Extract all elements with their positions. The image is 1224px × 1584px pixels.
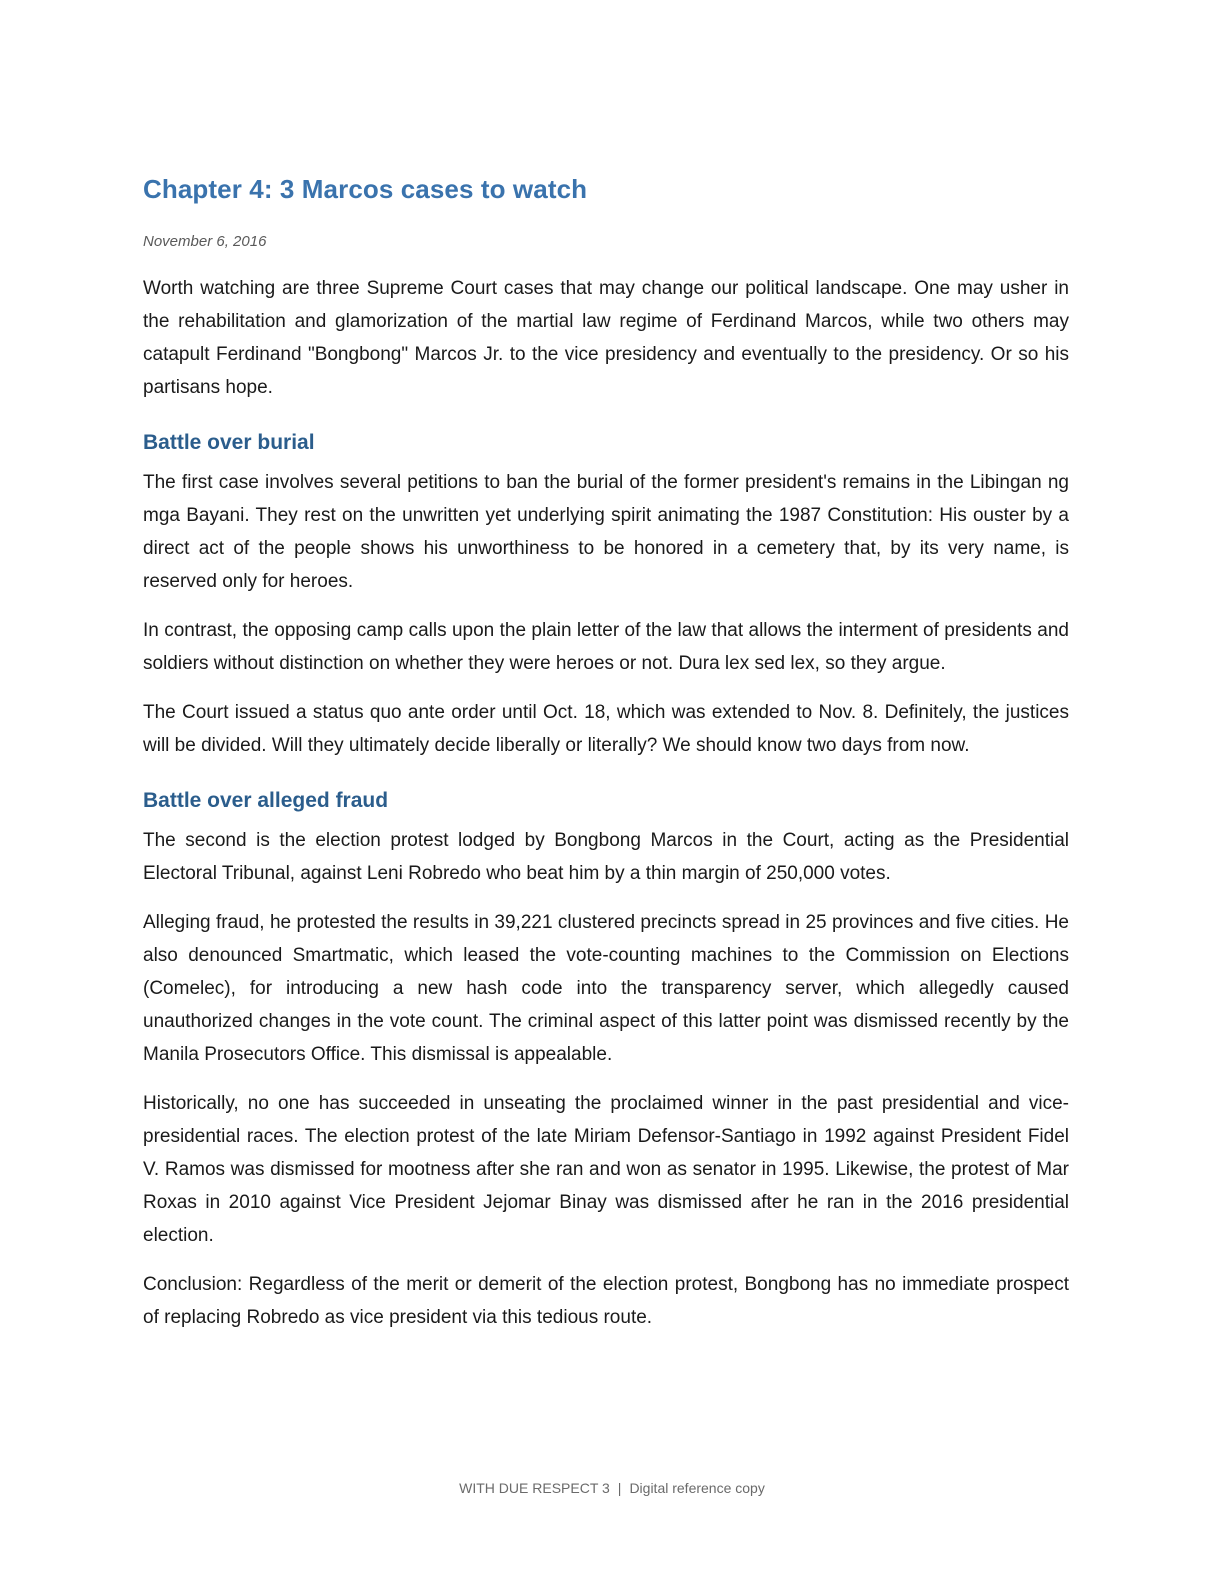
body-paragraph: The Court issued a status quo ante order until Oct. 18, which was extended to Nov. 8. Definitely, the justices will be divided. Will they ultimately decide liberally or literally? We should know two days from now. (143, 702, 1069, 756)
intro-paragraph: Worth watching are three Supreme Court cases that may change our political landscape. One may usher in the rehabilitation and glamorization of the martial law regime of Ferdinand Marcos, while two others may catapult Ferdinand "Bongbong" Marcos Jr. to the vice presidency and eventually to the presidency. Or so his partisans hope. (143, 278, 1069, 398)
footer-book-title: WITH DUE RESPECT 3 (459, 1480, 610, 1496)
page-footer (0, 1478, 1224, 1498)
publication-date: November 6, 2016 (143, 233, 267, 250)
document-page (143, 170, 1069, 1350)
body-paragraph: Conclusion: Regardless of the merit or demerit of the election protest, Bongbong has no immediate prospect of replacing Robredo as vice president via this tedious route. (143, 1274, 1069, 1328)
footer-separator: | (617, 1480, 622, 1496)
body-paragraph: In contrast, the opposing camp calls upon the plain letter of the law that allows the interment of presidents and soldiers without distinction on whether they were heroes or not. Dura lex sed lex, so they argue. (143, 620, 1069, 674)
section-heading-fraud: Battle over alleged fraud (143, 789, 389, 812)
section-heading-burial: Battle over burial (143, 431, 315, 454)
footer-copy-note: Digital reference copy (629, 1480, 765, 1496)
body-paragraph: Alleging fraud, he protested the results in 39,221 clustered precincts spread in 25 provinces and five cities. He also denounced Smartmatic, which leased the vote-counting machines to the Commission on Elections (Comelec), for introducing a new hash code into the transparency server, which allegedly caused unauthorized changes in the vote count. The criminal aspect of this latter point was dismissed recently by the Manila Prosecutors Office. This dismissal is appealable. (143, 912, 1069, 1065)
body-paragraph: Historically, no one has succeeded in unseating the proclaimed winner in the past presidential and vice-presidential races. The election protest of the late Miriam Defensor-Santiago in 1992 against President Fidel V. Ramos was dismissed for mootness after she ran and won as senator in 1995. Likewise, the protest of Mar Roxas in 2010 against Vice President Jejomar Binay was dismissed after he ran in the 2016 presidential election. (143, 1093, 1069, 1246)
body-paragraph: The second is the election protest lodged by Bongbong Marcos in the Court, acting as the Presidential Electoral Tribunal, against Leni Robredo who beat him by a thin margin of 250,000 votes. (143, 830, 1069, 884)
chapter-title: Chapter 4: 3 Marcos cases to watch (143, 174, 588, 204)
body-paragraph: The first case involves several petitions to ban the burial of the former president's remains in the Libingan ng mga Bayani. They rest on the unwritten yet underlying spirit animating the 1987 Constitution: His ouster by a direct act of the people shows his unworthiness to be honored in a cemetery that, by its very name, is reserved only for heroes. (143, 472, 1069, 592)
